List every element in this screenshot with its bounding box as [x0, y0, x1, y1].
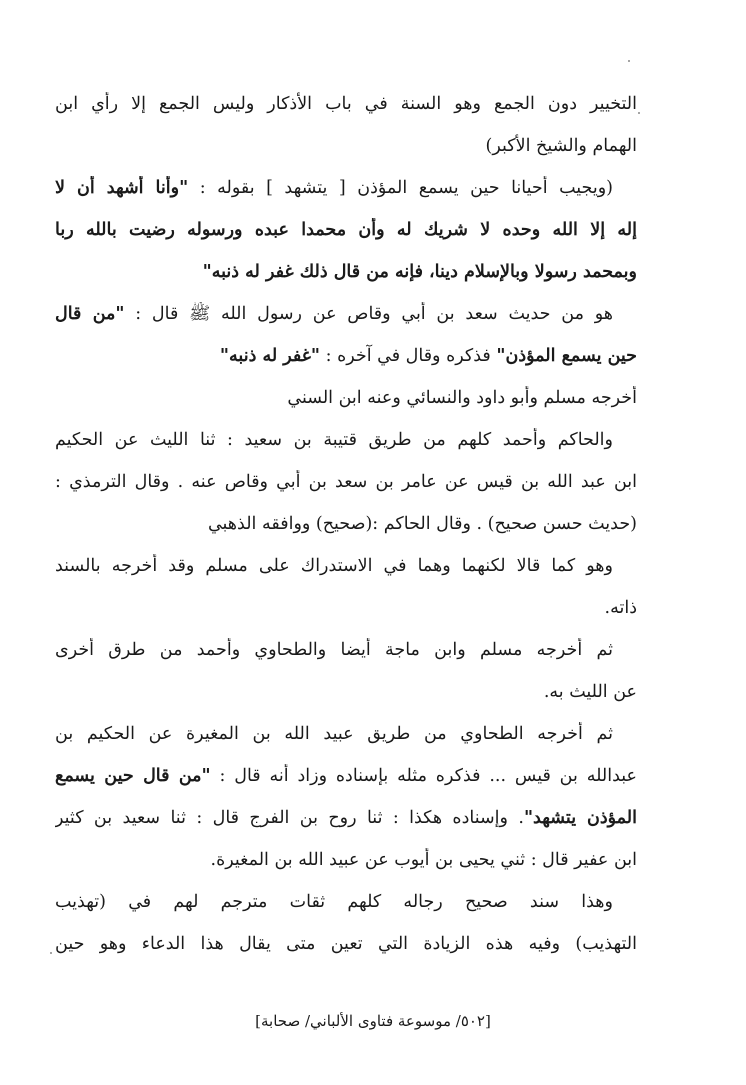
- text-run: أخرجه مسلم وأبو داود والنسائي وعنه ابن السني: [287, 388, 637, 408]
- text-line: [55, 512, 637, 554]
- text-run: عبدالله بن قيس ... فذكره مثله بإسناده وزاد أنه قال :: [210, 766, 637, 786]
- text-line: [55, 638, 637, 680]
- bold-run: "غفر له ذنبه": [219, 346, 321, 366]
- text-run: وهو كما قالا لكنهما وهما في الاستدراك على مسلم وقد أخرجه بالسند: [55, 556, 613, 576]
- bold-run: إله إلا الله وحده لا شريك له وأن محمدا عبده ورسوله رضيت بالله ربا: [55, 220, 637, 240]
- bold-run: "وأنا أشهد أن لا: [55, 178, 189, 198]
- text-run: التهذيب) وفيه هذه الزيادة التي تعين متى يقال هذا الدعاء وهو حين: [55, 934, 637, 954]
- scan-speck: [50, 952, 52, 954]
- text-run: ذاته.: [604, 598, 637, 618]
- text-run: والحاكم وأحمد كلهم من طريق قتيبة بن سعيد : ثنا الليث عن الحكيم: [55, 430, 613, 450]
- text-line: [55, 134, 637, 176]
- text-line: [55, 344, 637, 386]
- text-line: [55, 806, 637, 848]
- text-line: [55, 848, 637, 890]
- text-line: [55, 764, 637, 806]
- text-line: [55, 92, 637, 134]
- bold-run: "من قال: [55, 304, 125, 324]
- text-line: [55, 932, 637, 974]
- text-line: [55, 890, 637, 932]
- text-run: فذكره وقال في آخره :: [320, 346, 497, 366]
- text-line: [55, 302, 637, 344]
- text-run: (حديث حسن صحيح) . وقال الحاكم :(صحيح) ووافقه الذهبي: [207, 514, 637, 534]
- text-run: هو من حديث سعد بن أبي وقاص عن رسول الله ﷺ قال :: [124, 304, 613, 324]
- paragraph-3: [55, 302, 637, 386]
- text-run: عن الليث به.: [543, 682, 637, 702]
- bold-run: حين يسمع المؤذن": [496, 346, 637, 366]
- text-run: الهمام والشيخ الأكبر): [485, 136, 637, 156]
- scan-speck: [628, 60, 630, 62]
- paragraph-2: [55, 176, 637, 302]
- text-run: وهذا سند صحيح رجاله كلهم ثقات مترجم لهم في (تهذيب: [55, 892, 613, 912]
- text-run: ابن عبد الله بن قيس عن عامر بن سعد بن أبي وقاص عنه . وقال الترمذي :: [55, 472, 637, 492]
- text-line: [55, 260, 637, 302]
- text-line: [55, 596, 637, 638]
- text-line: [55, 722, 637, 764]
- text-run: ثم أخرجه الطحاوي من طريق عبيد الله بن المغيرة عن الحكيم بن: [55, 724, 613, 744]
- text-run: ابن عفير قال : ثني يحيى بن أيوب عن عبيد الله بن المغيرة.: [210, 850, 637, 870]
- text-line: [55, 680, 637, 722]
- text-run: التخيير دون الجمع وهو السنة في باب الأذكار وليس الجمع إلا رأي ابن: [55, 94, 637, 114]
- bold-run: وبمحمد رسولا وبالإسلام دينا، فإنه من قال ذلك غفر له ذنبه": [202, 262, 637, 282]
- scan-speck: [638, 112, 640, 114]
- text-line: [55, 554, 637, 596]
- text-line: [55, 386, 637, 428]
- paragraph-7: [55, 638, 637, 722]
- text-run: ثم أخرجه مسلم وابن ماجة أيضا والطحاوي وأحمد من طرق أخرى: [55, 640, 613, 660]
- paragraph-9: [55, 890, 637, 974]
- text-line: [55, 176, 637, 218]
- paragraph-1: [55, 92, 637, 176]
- paragraph-5: [55, 428, 637, 554]
- text-run: (ويجيب أحيانا حين يسمع المؤذن [ يتشهد ] بقوله :: [188, 178, 613, 198]
- bold-run: المؤذن يتشهد": [523, 808, 637, 828]
- bold-run: "من قال حين يسمع: [55, 766, 211, 786]
- page-footer: [٥٠٢/ موسوعة فتاوى الألباني/ صحابة]: [255, 1012, 491, 1030]
- text-line: [55, 470, 637, 512]
- text-line: [55, 428, 637, 470]
- paragraph-8: [55, 722, 637, 890]
- text-line: [55, 218, 637, 260]
- paragraph-6: [55, 554, 637, 638]
- page-body: [55, 92, 637, 974]
- paragraph-4: [55, 386, 637, 428]
- text-run: . وإسناده هكذا : ثنا روح بن الفرج قال : ثنا سعيد بن كثير: [55, 808, 524, 828]
